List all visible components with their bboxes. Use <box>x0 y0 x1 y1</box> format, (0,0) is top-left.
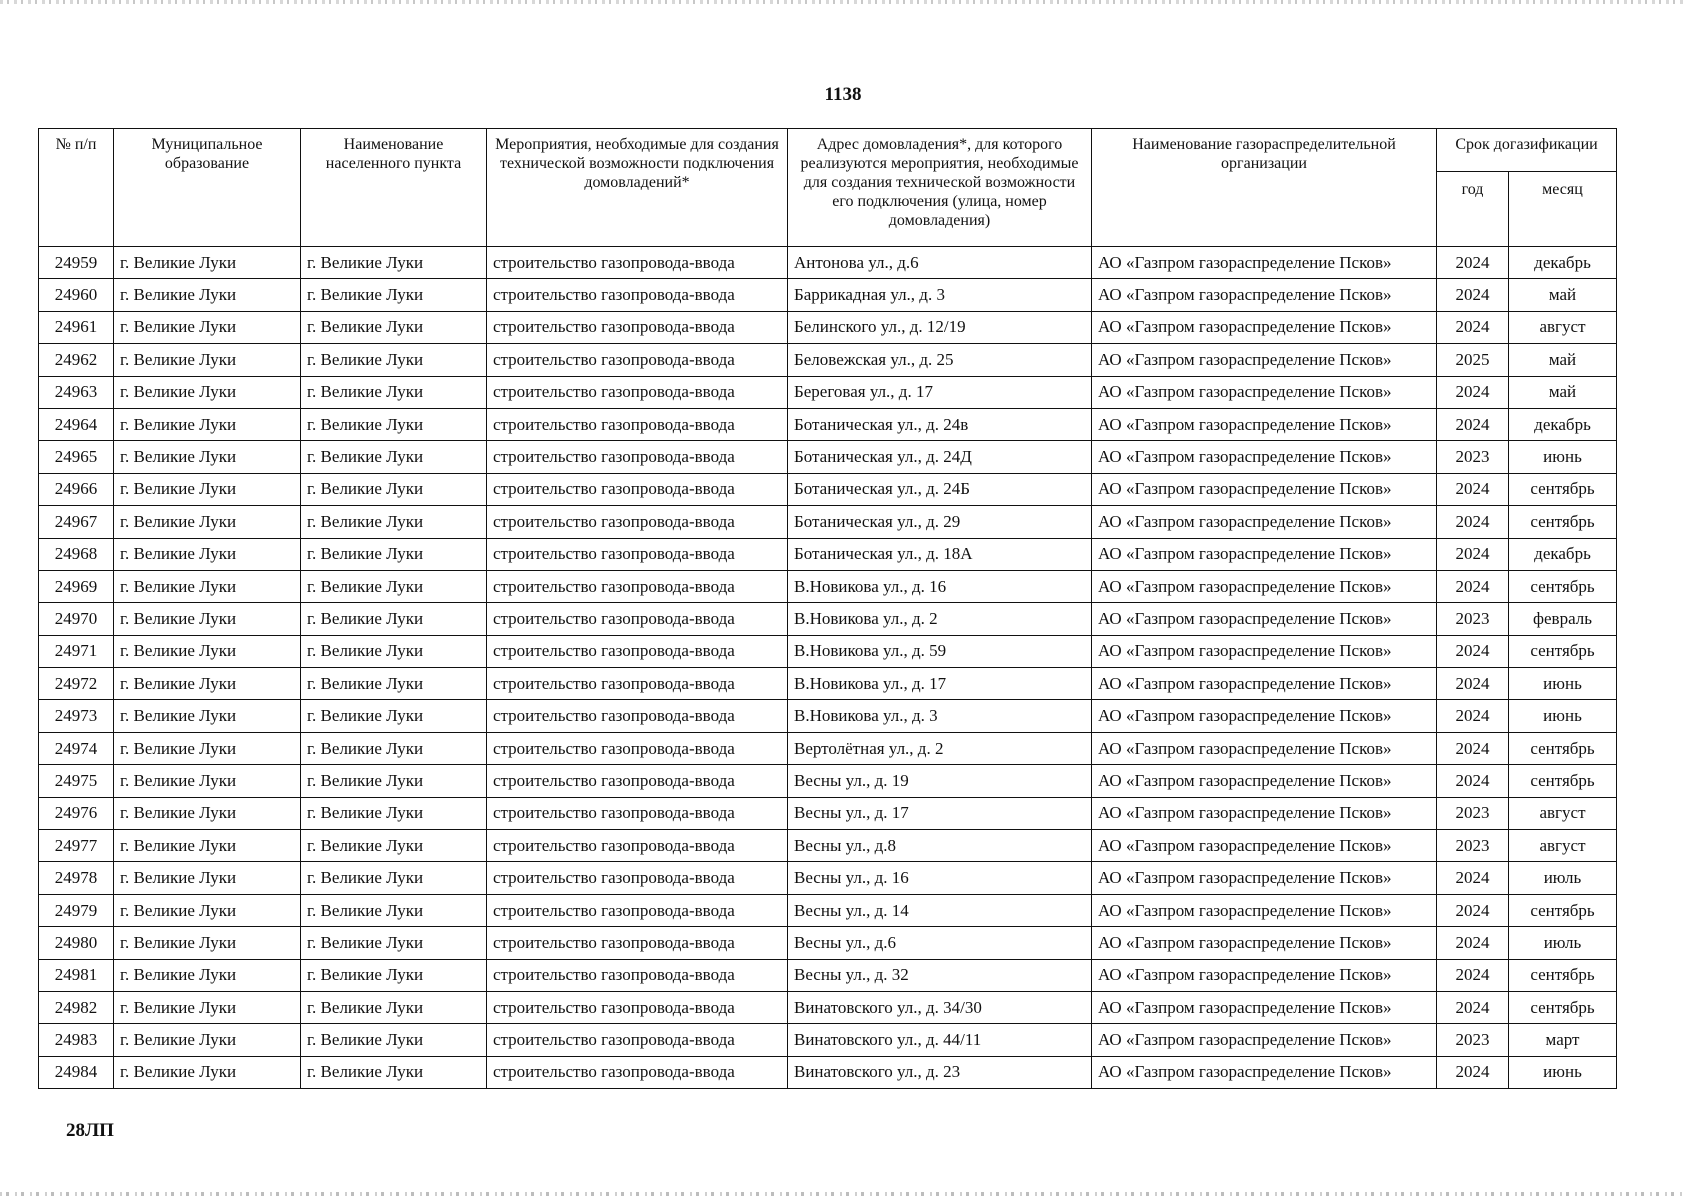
cell-settlement: г. Великие Луки <box>301 538 487 570</box>
table-row <box>39 797 1617 829</box>
cell-address: В.Новикова ул., д. 3 <box>788 700 1092 732</box>
table-row <box>39 279 1617 311</box>
cell-year: 2024 <box>1437 927 1509 959</box>
cell-measure: строительство газопровода-ввода <box>487 311 788 343</box>
cell-municipality: г. Великие Луки <box>114 635 301 667</box>
cell-month: июль <box>1509 862 1617 894</box>
cell-year: 2025 <box>1437 344 1509 376</box>
cell-month: май <box>1509 344 1617 376</box>
cell-month: декабрь <box>1509 247 1617 279</box>
cell-address: Весны ул., д. 14 <box>788 894 1092 926</box>
cell-address: Вертолётная ул., д. 2 <box>788 732 1092 764</box>
cell-year: 2024 <box>1437 668 1509 700</box>
cell-organization: АО «Газпром газораспределение Псков» <box>1092 732 1437 764</box>
cell-address: Баррикадная ул., д. 3 <box>788 279 1092 311</box>
cell-year: 2024 <box>1437 570 1509 602</box>
table-row <box>39 765 1617 797</box>
cell-municipality: г. Великие Луки <box>114 279 301 311</box>
cell-settlement: г. Великие Луки <box>301 830 487 862</box>
cell-num: 24974 <box>39 732 114 764</box>
cell-year: 2024 <box>1437 473 1509 505</box>
cell-organization: АО «Газпром газораспределение Псков» <box>1092 927 1437 959</box>
cell-num: 24964 <box>39 408 114 440</box>
cell-month: август <box>1509 830 1617 862</box>
table-row <box>39 570 1617 602</box>
table-row <box>39 732 1617 764</box>
cell-num: 24961 <box>39 311 114 343</box>
cell-month: декабрь <box>1509 408 1617 440</box>
cell-settlement: г. Великие Луки <box>301 441 487 473</box>
cell-settlement: г. Великие Луки <box>301 700 487 732</box>
header-deadline: Срок догазификации <box>1437 129 1617 172</box>
cell-organization: АО «Газпром газораспределение Псков» <box>1092 603 1437 635</box>
cell-organization: АО «Газпром газораспределение Псков» <box>1092 668 1437 700</box>
cell-month: июнь <box>1509 441 1617 473</box>
cell-month: сентябрь <box>1509 991 1617 1023</box>
cell-year: 2024 <box>1437 408 1509 440</box>
cell-municipality: г. Великие Луки <box>114 311 301 343</box>
cell-year: 2024 <box>1437 700 1509 732</box>
cell-num: 24971 <box>39 635 114 667</box>
cell-num: 24967 <box>39 506 114 538</box>
cell-municipality: г. Великие Луки <box>114 603 301 635</box>
cell-organization: АО «Газпром газораспределение Псков» <box>1092 830 1437 862</box>
cell-address: Береговая ул., д. 17 <box>788 376 1092 408</box>
cell-month: сентябрь <box>1509 959 1617 991</box>
cell-measure: строительство газопровода-ввода <box>487 862 788 894</box>
cell-settlement: г. Великие Луки <box>301 959 487 991</box>
cell-measure: строительство газопровода-ввода <box>487 668 788 700</box>
cell-month: сентябрь <box>1509 473 1617 505</box>
cell-municipality: г. Великие Луки <box>114 894 301 926</box>
cell-address: Ботаническая ул., д. 18А <box>788 538 1092 570</box>
cell-num: 24973 <box>39 700 114 732</box>
cell-month: июнь <box>1509 1056 1617 1088</box>
cell-measure: строительство газопровода-ввода <box>487 376 788 408</box>
cell-settlement: г. Великие Луки <box>301 408 487 440</box>
cell-address: Ботаническая ул., д. 24Д <box>788 441 1092 473</box>
cell-year: 2023 <box>1437 1024 1509 1056</box>
cell-municipality: г. Великие Луки <box>114 376 301 408</box>
cell-year: 2024 <box>1437 279 1509 311</box>
cell-organization: АО «Газпром газораспределение Псков» <box>1092 247 1437 279</box>
table-row <box>39 1056 1617 1088</box>
cell-measure: строительство газопровода-ввода <box>487 603 788 635</box>
cell-organization: АО «Газпром газораспределение Псков» <box>1092 1024 1437 1056</box>
cell-month: сентябрь <box>1509 570 1617 602</box>
cell-address: Винатовского ул., д. 34/30 <box>788 991 1092 1023</box>
cell-num: 24981 <box>39 959 114 991</box>
cell-address: Ботаническая ул., д. 29 <box>788 506 1092 538</box>
header-organization: Наименование газораспределительной организации <box>1092 129 1437 247</box>
cell-settlement: г. Великие Луки <box>301 570 487 602</box>
table-row <box>39 862 1617 894</box>
cell-settlement: г. Великие Луки <box>301 862 487 894</box>
cell-measure: строительство газопровода-ввода <box>487 635 788 667</box>
cell-num: 24984 <box>39 1056 114 1088</box>
cell-year: 2024 <box>1437 311 1509 343</box>
table-row <box>39 344 1617 376</box>
cell-measure: строительство газопровода-ввода <box>487 506 788 538</box>
cell-year: 2024 <box>1437 894 1509 926</box>
cell-municipality: г. Великие Луки <box>114 1056 301 1088</box>
cell-month: сентябрь <box>1509 635 1617 667</box>
cell-measure: строительство газопровода-ввода <box>487 570 788 602</box>
cell-num: 24966 <box>39 473 114 505</box>
cell-month: август <box>1509 797 1617 829</box>
cell-organization: АО «Газпром газораспределение Псков» <box>1092 894 1437 926</box>
cell-year: 2024 <box>1437 376 1509 408</box>
cell-num: 24982 <box>39 991 114 1023</box>
page-number: 1138 <box>824 84 862 105</box>
cell-month: сентябрь <box>1509 732 1617 764</box>
cell-settlement: г. Великие Луки <box>301 311 487 343</box>
cell-organization: АО «Газпром газораспределение Псков» <box>1092 959 1437 991</box>
table-header <box>39 129 1617 247</box>
table-row <box>39 991 1617 1023</box>
cell-organization: АО «Газпром газораспределение Псков» <box>1092 506 1437 538</box>
cell-organization: АО «Газпром газораспределение Псков» <box>1092 991 1437 1023</box>
cell-municipality: г. Великие Луки <box>114 927 301 959</box>
table-row <box>39 959 1617 991</box>
cell-settlement: г. Великие Луки <box>301 247 487 279</box>
cell-num: 24965 <box>39 441 114 473</box>
cell-settlement: г. Великие Луки <box>301 668 487 700</box>
cell-municipality: г. Великие Луки <box>114 408 301 440</box>
cell-municipality: г. Великие Луки <box>114 797 301 829</box>
cell-num: 24983 <box>39 1024 114 1056</box>
cell-num: 24968 <box>39 538 114 570</box>
cell-measure: строительство газопровода-ввода <box>487 797 788 829</box>
table-row <box>39 247 1617 279</box>
scan-edge-bottom <box>0 1192 1686 1196</box>
cell-measure: строительство газопровода-ввода <box>487 700 788 732</box>
cell-month: февраль <box>1509 603 1617 635</box>
cell-organization: АО «Газпром газораспределение Псков» <box>1092 570 1437 602</box>
cell-measure: строительство газопровода-ввода <box>487 538 788 570</box>
table-row <box>39 506 1617 538</box>
cell-municipality: г. Великие Луки <box>114 959 301 991</box>
header-measures: Мероприятия, необходимые для создания технической возможности подключения домовладений* <box>487 129 788 247</box>
cell-measure: строительство газопровода-ввода <box>487 765 788 797</box>
cell-organization: АО «Газпром газораспределение Псков» <box>1092 441 1437 473</box>
cell-address: Весны ул., д. 16 <box>788 862 1092 894</box>
cell-month: май <box>1509 279 1617 311</box>
cell-month: июнь <box>1509 700 1617 732</box>
cell-num: 24962 <box>39 344 114 376</box>
cell-measure: строительство газопровода-ввода <box>487 1024 788 1056</box>
cell-num: 24976 <box>39 797 114 829</box>
cell-year: 2024 <box>1437 959 1509 991</box>
cell-address: Винатовского ул., д. 23 <box>788 1056 1092 1088</box>
cell-organization: АО «Газпром газораспределение Псков» <box>1092 376 1437 408</box>
cell-municipality: г. Великие Луки <box>114 247 301 279</box>
cell-organization: АО «Газпром газораспределение Псков» <box>1092 344 1437 376</box>
cell-month: декабрь <box>1509 538 1617 570</box>
header-year: год <box>1437 172 1509 247</box>
table-body <box>39 247 1617 1089</box>
cell-num: 24978 <box>39 862 114 894</box>
cell-address: В.Новикова ул., д. 2 <box>788 603 1092 635</box>
cell-municipality: г. Великие Луки <box>114 732 301 764</box>
cell-month: сентябрь <box>1509 765 1617 797</box>
cell-settlement: г. Великие Луки <box>301 732 487 764</box>
header-address: Адрес домовладения*, для которого реализуются мероприятия, необходимые для создания технической возможности его подключения (улица, номер домовладения) <box>788 129 1092 247</box>
cell-measure: строительство газопровода-ввода <box>487 1056 788 1088</box>
cell-settlement: г. Великие Луки <box>301 894 487 926</box>
cell-year: 2023 <box>1437 441 1509 473</box>
cell-municipality: г. Великие Луки <box>114 1024 301 1056</box>
cell-year: 2024 <box>1437 765 1509 797</box>
cell-settlement: г. Великие Луки <box>301 506 487 538</box>
cell-year: 2024 <box>1437 506 1509 538</box>
cell-year: 2023 <box>1437 797 1509 829</box>
table-row <box>39 700 1617 732</box>
cell-settlement: г. Великие Луки <box>301 765 487 797</box>
cell-organization: АО «Газпром газораспределение Псков» <box>1092 765 1437 797</box>
cell-settlement: г. Великие Луки <box>301 927 487 959</box>
cell-measure: строительство газопровода-ввода <box>487 732 788 764</box>
table-row <box>39 668 1617 700</box>
cell-month: март <box>1509 1024 1617 1056</box>
cell-num: 24972 <box>39 668 114 700</box>
cell-address: Беловежская ул., д. 25 <box>788 344 1092 376</box>
cell-municipality: г. Великие Луки <box>114 344 301 376</box>
cell-municipality: г. Великие Луки <box>114 668 301 700</box>
cell-measure: строительство газопровода-ввода <box>487 894 788 926</box>
cell-municipality: г. Великие Луки <box>114 862 301 894</box>
cell-measure: строительство газопровода-ввода <box>487 959 788 991</box>
footer-code: 28ЛП <box>66 1120 114 1141</box>
cell-year: 2023 <box>1437 830 1509 862</box>
scan-edge-top <box>0 0 1686 4</box>
cell-address: Весны ул., д. 32 <box>788 959 1092 991</box>
cell-address: Ботаническая ул., д. 24в <box>788 408 1092 440</box>
cell-organization: АО «Газпром газораспределение Псков» <box>1092 1056 1437 1088</box>
table-row <box>39 603 1617 635</box>
cell-measure: строительство газопровода-ввода <box>487 991 788 1023</box>
cell-settlement: г. Великие Луки <box>301 991 487 1023</box>
gasification-table <box>38 128 1617 1089</box>
cell-organization: АО «Газпром газораспределение Псков» <box>1092 862 1437 894</box>
cell-settlement: г. Великие Луки <box>301 603 487 635</box>
cell-settlement: г. Великие Луки <box>301 1056 487 1088</box>
cell-municipality: г. Великие Луки <box>114 570 301 602</box>
cell-year: 2024 <box>1437 732 1509 764</box>
cell-municipality: г. Великие Луки <box>114 700 301 732</box>
cell-organization: АО «Газпром газораспределение Псков» <box>1092 279 1437 311</box>
cell-measure: строительство газопровода-ввода <box>487 927 788 959</box>
cell-num: 24980 <box>39 927 114 959</box>
cell-address: Весны ул., д.6 <box>788 927 1092 959</box>
cell-num: 24977 <box>39 830 114 862</box>
cell-address: В.Новикова ул., д. 16 <box>788 570 1092 602</box>
cell-address: Белинского ул., д. 12/19 <box>788 311 1092 343</box>
table-row <box>39 1024 1617 1056</box>
cell-num: 24969 <box>39 570 114 602</box>
table-row <box>39 830 1617 862</box>
header-municipality: Муниципальное образование <box>114 129 301 247</box>
table-row <box>39 473 1617 505</box>
cell-address: Весны ул., д. 17 <box>788 797 1092 829</box>
cell-measure: строительство газопровода-ввода <box>487 441 788 473</box>
cell-settlement: г. Великие Луки <box>301 344 487 376</box>
cell-month: июнь <box>1509 668 1617 700</box>
cell-year: 2024 <box>1437 1056 1509 1088</box>
cell-measure: строительство газопровода-ввода <box>487 344 788 376</box>
cell-municipality: г. Великие Луки <box>114 506 301 538</box>
cell-municipality: г. Великие Луки <box>114 441 301 473</box>
header-num: № п/п <box>39 129 114 247</box>
cell-address: Винатовского ул., д. 44/11 <box>788 1024 1092 1056</box>
cell-year: 2024 <box>1437 635 1509 667</box>
cell-measure: строительство газопровода-ввода <box>487 408 788 440</box>
cell-num: 24963 <box>39 376 114 408</box>
cell-address: В.Новикова ул., д. 59 <box>788 635 1092 667</box>
cell-settlement: г. Великие Луки <box>301 1024 487 1056</box>
cell-year: 2024 <box>1437 991 1509 1023</box>
cell-organization: АО «Газпром газораспределение Псков» <box>1092 538 1437 570</box>
table-row <box>39 927 1617 959</box>
cell-month: август <box>1509 311 1617 343</box>
cell-year: 2024 <box>1437 862 1509 894</box>
header-settlement: Наименование населенного пункта <box>301 129 487 247</box>
cell-measure: строительство газопровода-ввода <box>487 473 788 505</box>
table-row <box>39 538 1617 570</box>
cell-year: 2024 <box>1437 538 1509 570</box>
cell-num: 24959 <box>39 247 114 279</box>
header-month: месяц <box>1509 172 1617 247</box>
cell-settlement: г. Великие Луки <box>301 635 487 667</box>
cell-organization: АО «Газпром газораспределение Псков» <box>1092 797 1437 829</box>
cell-settlement: г. Великие Луки <box>301 279 487 311</box>
table-row <box>39 311 1617 343</box>
cell-settlement: г. Великие Луки <box>301 376 487 408</box>
cell-organization: АО «Газпром газораспределение Псков» <box>1092 408 1437 440</box>
table-row <box>39 408 1617 440</box>
cell-measure: строительство газопровода-ввода <box>487 247 788 279</box>
cell-municipality: г. Великие Луки <box>114 473 301 505</box>
cell-municipality: г. Великие Луки <box>114 765 301 797</box>
table-row <box>39 376 1617 408</box>
cell-address: Антонова ул., д.6 <box>788 247 1092 279</box>
cell-measure: строительство газопровода-ввода <box>487 279 788 311</box>
cell-year: 2023 <box>1437 603 1509 635</box>
cell-num: 24979 <box>39 894 114 926</box>
cell-settlement: г. Великие Луки <box>301 797 487 829</box>
cell-num: 24960 <box>39 279 114 311</box>
cell-municipality: г. Великие Луки <box>114 538 301 570</box>
table-row <box>39 635 1617 667</box>
cell-num: 24970 <box>39 603 114 635</box>
cell-organization: АО «Газпром газораспределение Псков» <box>1092 635 1437 667</box>
table-row <box>39 894 1617 926</box>
cell-address: Ботаническая ул., д. 24Б <box>788 473 1092 505</box>
cell-measure: строительство газопровода-ввода <box>487 830 788 862</box>
cell-month: сентябрь <box>1509 894 1617 926</box>
cell-organization: АО «Газпром газораспределение Псков» <box>1092 311 1437 343</box>
cell-month: сентябрь <box>1509 506 1617 538</box>
cell-organization: АО «Газпром газораспределение Псков» <box>1092 700 1437 732</box>
cell-organization: АО «Газпром газораспределение Псков» <box>1092 473 1437 505</box>
cell-num: 24975 <box>39 765 114 797</box>
cell-municipality: г. Великие Луки <box>114 830 301 862</box>
cell-year: 2024 <box>1437 247 1509 279</box>
cell-month: май <box>1509 376 1617 408</box>
cell-month: июль <box>1509 927 1617 959</box>
cell-address: В.Новикова ул., д. 17 <box>788 668 1092 700</box>
cell-municipality: г. Великие Луки <box>114 991 301 1023</box>
cell-address: Весны ул., д.8 <box>788 830 1092 862</box>
table-row <box>39 441 1617 473</box>
cell-address: Весны ул., д. 19 <box>788 765 1092 797</box>
cell-settlement: г. Великие Луки <box>301 473 487 505</box>
